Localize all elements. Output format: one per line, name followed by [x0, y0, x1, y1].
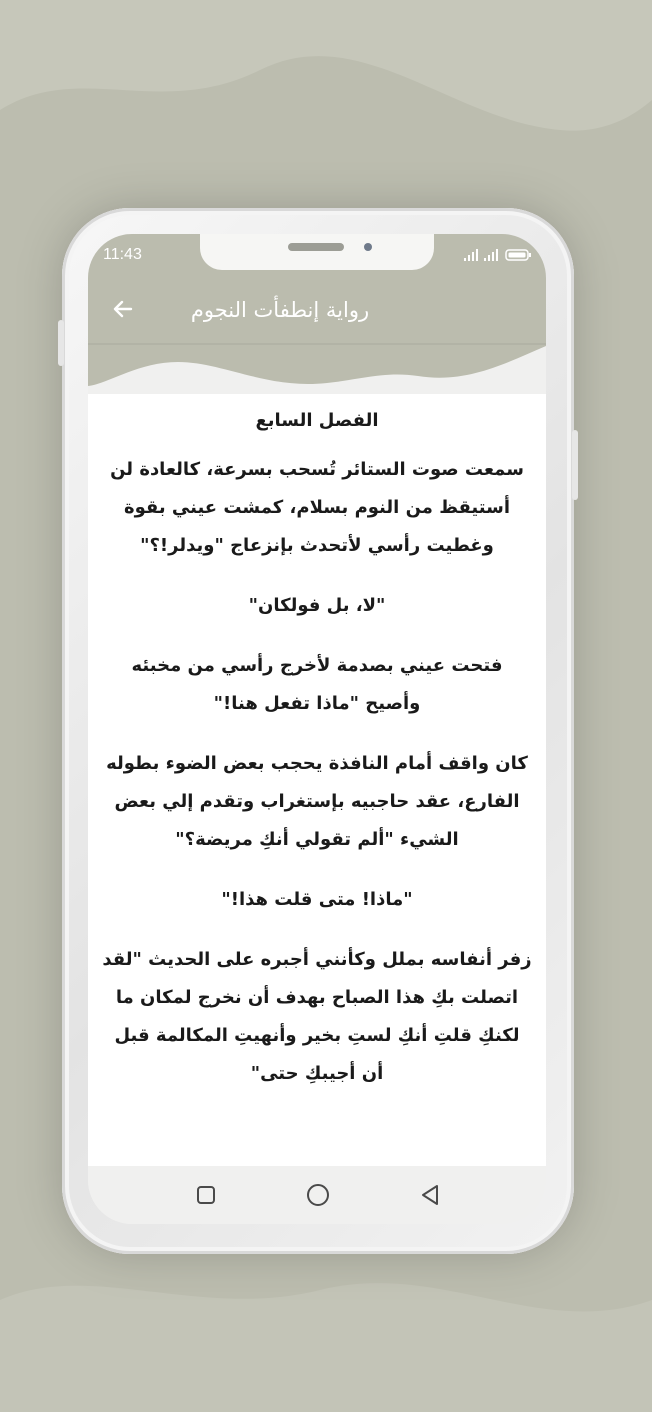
paragraph: كان واقف أمام النافذة يحجب بعض الضوء بطوله الفارع، عقد حاجبيه بإستغراب وتقدم إلي بعض الشيء "ألم تقولي أنكِ مريضة؟" — [106, 753, 528, 850]
home-button[interactable] — [303, 1180, 333, 1210]
back-button[interactable] — [108, 294, 138, 324]
phone-volume-button — [58, 320, 64, 366]
signal-icon — [484, 249, 498, 261]
chapter-title: الفصل السابع — [255, 410, 379, 431]
reader-content[interactable] — [88, 394, 546, 1166]
camera-notch — [200, 234, 434, 270]
home-circle-icon — [303, 1180, 333, 1210]
paragraph: "لا، بل فولكان" — [248, 595, 386, 616]
arrow-left-icon — [111, 297, 135, 321]
phone-screen — [88, 234, 546, 1224]
recents-button[interactable] — [191, 1180, 221, 1210]
nav-back-button[interactable] — [415, 1180, 445, 1210]
back-triangle-icon — [415, 1180, 445, 1210]
status-time: 11:43 — [103, 246, 142, 263]
status-icons — [462, 248, 534, 262]
app-bar — [88, 234, 546, 384]
signal-icon — [464, 249, 478, 261]
paragraph: زفر أنفاسه بملل وكأنني أجبره على الحديث "لقد اتصلت بكِ هذا الصباح بهدف أن نخرج لمكان ما لكنكِ قلتِ أنكِ لستِ بخير وأنهيتِ المكالمة قبل أن أجيبكِ حتى" — [102, 949, 532, 1084]
system-nav-bar — [88, 1166, 546, 1224]
speaker-grill — [288, 243, 344, 251]
app-title: رواية إنطفأت النجوم — [190, 298, 370, 322]
battery-icon — [506, 250, 531, 260]
paragraph: "ماذا! متى قلت هذا!" — [221, 889, 413, 910]
paragraph: فتحت عيني بصدمة لأخرج رأسي من مخبئه وأصيح "ماذا تفعل هنا!" — [131, 655, 503, 714]
recents-square-icon — [191, 1180, 221, 1210]
paragraph: سمعت صوت الستائر تُسحب بسرعة، كالعادة لن أستيقظ من النوم بسلام، كمشت عيني بقوة وغطيت رأسي لأتحدث بإنزعاج "ويدلر!؟" — [110, 459, 524, 556]
phone-power-button — [572, 430, 578, 500]
front-camera — [364, 243, 372, 251]
